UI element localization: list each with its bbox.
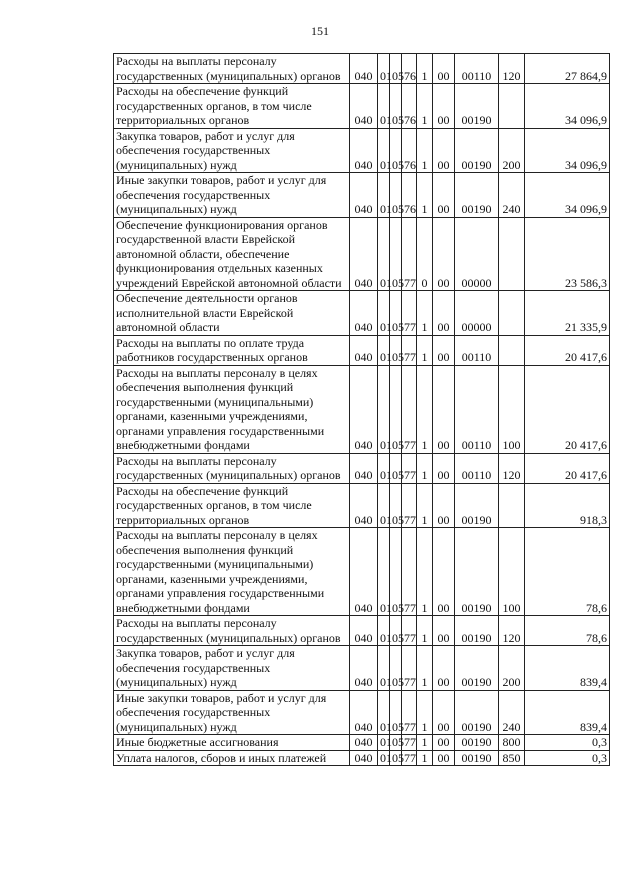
table-row (114, 84, 610, 129)
row-target-code-subprogram: 1 (417, 335, 433, 365)
row-target-code-program: 77 (402, 453, 417, 483)
row-subsection-code: 05 (390, 453, 402, 483)
table-row (114, 750, 610, 766)
row-section-code: 01 (378, 483, 390, 528)
row-target-code-direction: 00190 (455, 690, 499, 735)
row-target-code-subprogram: 1 (417, 365, 433, 453)
row-target-code-activity: 00 (433, 128, 455, 173)
row-target-code-direction: 00190 (455, 646, 499, 691)
row-admin-code: 040 (350, 217, 378, 291)
row-name: Закупка товаров, работ и услуг для обеспечения государственных (муниципальных) нужд (114, 646, 350, 691)
table-row (114, 690, 610, 735)
row-target-code-activity: 00 (433, 453, 455, 483)
row-amount: 20 417,6 (525, 453, 610, 483)
page-number: 151 (311, 24, 329, 38)
row-target-code-subprogram: 1 (417, 616, 433, 646)
row-subsection-code: 05 (390, 173, 402, 218)
row-admin-code: 040 (350, 335, 378, 365)
row-subsection-code: 05 (390, 750, 402, 766)
table-row (114, 365, 610, 453)
row-name: Расходы на выплаты персоналу в целях обеспечения выполнения функций государственными (муниципальными) органами, казенными учреждениями, органами управления государственными внебюджетными фондами (114, 528, 350, 616)
row-expense-type-code (499, 335, 525, 365)
table-row (114, 646, 610, 691)
row-expense-type-code: 850 (499, 750, 525, 766)
row-subsection-code: 05 (390, 128, 402, 173)
row-subsection-code: 05 (390, 365, 402, 453)
row-amount: 839,4 (525, 646, 610, 691)
row-section-code: 01 (378, 84, 390, 129)
row-target-code-program: 76 (402, 54, 417, 84)
row-expense-type-code (499, 217, 525, 291)
row-target-code-activity: 00 (433, 735, 455, 751)
table-row (114, 291, 610, 336)
row-name: Расходы на выплаты персоналу государственных (муниципальных) органов (114, 616, 350, 646)
row-target-code-activity: 00 (433, 335, 455, 365)
row-subsection-code: 05 (390, 54, 402, 84)
row-amount: 20 417,6 (525, 365, 610, 453)
row-target-code-direction: 00190 (455, 173, 499, 218)
row-amount: 20 417,6 (525, 335, 610, 365)
row-target-code-subprogram: 1 (417, 528, 433, 616)
row-section-code: 01 (378, 750, 390, 766)
row-target-code-program: 77 (402, 291, 417, 336)
row-target-code-program: 77 (402, 646, 417, 691)
row-admin-code: 040 (350, 690, 378, 735)
row-target-code-subprogram: 1 (417, 84, 433, 129)
row-target-code-direction: 00190 (455, 735, 499, 751)
table-row (114, 128, 610, 173)
row-target-code-subprogram: 1 (417, 291, 433, 336)
row-expense-type-code: 100 (499, 528, 525, 616)
table-row (114, 217, 610, 291)
row-section-code: 01 (378, 735, 390, 751)
row-admin-code: 040 (350, 735, 378, 751)
row-admin-code: 040 (350, 54, 378, 84)
row-target-code-program: 77 (402, 335, 417, 365)
row-name: Иные бюджетные ассигнования (114, 735, 350, 751)
row-expense-type-code: 100 (499, 365, 525, 453)
row-target-code-program: 77 (402, 217, 417, 291)
row-name: Расходы на обеспечение функций государственных органов, в том числе территориальных органов (114, 483, 350, 528)
row-section-code: 01 (378, 54, 390, 84)
row-admin-code: 040 (350, 528, 378, 616)
row-target-code-activity: 00 (433, 528, 455, 616)
row-name: Расходы на выплаты персоналу государственных (муниципальных) органов (114, 54, 350, 84)
row-name: Уплата налогов, сборов и иных платежей (114, 750, 350, 766)
row-admin-code: 040 (350, 291, 378, 336)
row-expense-type-code: 120 (499, 54, 525, 84)
row-subsection-code: 05 (390, 217, 402, 291)
table-row (114, 54, 610, 84)
row-name: Обеспечение функционирования органов государственной власти Еврейской автономной области, обеспечение функционирования отдельных казенных учреждений Еврейской автономной области (114, 217, 350, 291)
row-target-code-activity: 00 (433, 84, 455, 129)
row-admin-code: 040 (350, 453, 378, 483)
row-amount: 0,3 (525, 750, 610, 766)
row-amount: 78,6 (525, 528, 610, 616)
row-section-code: 01 (378, 291, 390, 336)
row-target-code-direction: 00190 (455, 616, 499, 646)
row-expense-type-code (499, 84, 525, 129)
row-expense-type-code: 120 (499, 616, 525, 646)
row-amount: 34 096,9 (525, 173, 610, 218)
row-target-code-program: 77 (402, 365, 417, 453)
row-target-code-program: 77 (402, 690, 417, 735)
row-name: Иные закупки товаров, работ и услуг для обеспечения государственных (муниципальных) нужд (114, 690, 350, 735)
row-admin-code: 040 (350, 646, 378, 691)
row-target-code-direction: 00190 (455, 128, 499, 173)
row-amount: 0,3 (525, 735, 610, 751)
row-section-code: 01 (378, 646, 390, 691)
table-row (114, 616, 610, 646)
row-section-code: 01 (378, 128, 390, 173)
row-target-code-subprogram: 1 (417, 750, 433, 766)
row-amount: 918,3 (525, 483, 610, 528)
row-target-code-subprogram: 1 (417, 483, 433, 528)
row-admin-code: 040 (350, 84, 378, 129)
row-expense-type-code: 120 (499, 453, 525, 483)
row-section-code: 01 (378, 616, 390, 646)
row-section-code: 01 (378, 173, 390, 218)
row-name: Расходы на обеспечение функций государственных органов, в том числе территориальных органов (114, 84, 350, 129)
row-target-code-subprogram: 1 (417, 735, 433, 751)
row-section-code: 01 (378, 528, 390, 616)
row-target-code-direction: 00190 (455, 750, 499, 766)
table-row (114, 483, 610, 528)
table-row (114, 453, 610, 483)
row-section-code: 01 (378, 217, 390, 291)
table-row (114, 735, 610, 751)
row-subsection-code: 05 (390, 646, 402, 691)
row-target-code-subprogram: 1 (417, 54, 433, 84)
row-expense-type-code: 240 (499, 173, 525, 218)
row-subsection-code: 05 (390, 483, 402, 528)
row-subsection-code: 05 (390, 291, 402, 336)
row-target-code-activity: 00 (433, 750, 455, 766)
row-target-code-direction: 00190 (455, 483, 499, 528)
row-target-code-subprogram: 1 (417, 173, 433, 218)
row-amount: 27 864,9 (525, 54, 610, 84)
row-expense-type-code: 200 (499, 646, 525, 691)
row-target-code-direction: 00110 (455, 54, 499, 84)
row-admin-code: 040 (350, 616, 378, 646)
table-row (114, 173, 610, 218)
row-target-code-direction: 00190 (455, 84, 499, 129)
row-target-code-program: 76 (402, 128, 417, 173)
budget-table (113, 53, 610, 766)
row-section-code: 01 (378, 453, 390, 483)
row-target-code-direction: 00190 (455, 528, 499, 616)
row-expense-type-code (499, 291, 525, 336)
row-subsection-code: 05 (390, 735, 402, 751)
row-target-code-direction: 00000 (455, 291, 499, 336)
row-target-code-activity: 00 (433, 483, 455, 528)
row-amount: 78,6 (525, 616, 610, 646)
row-admin-code: 040 (350, 483, 378, 528)
row-target-code-subprogram: 1 (417, 453, 433, 483)
row-name: Иные закупки товаров, работ и услуг для обеспечения государственных (муниципальных) нужд (114, 173, 350, 218)
row-admin-code: 040 (350, 128, 378, 173)
row-target-code-program: 76 (402, 173, 417, 218)
row-section-code: 01 (378, 365, 390, 453)
row-amount: 23 586,3 (525, 217, 610, 291)
row-amount: 21 335,9 (525, 291, 610, 336)
row-name: Расходы на выплаты по оплате труда работников государственных органов (114, 335, 350, 365)
row-target-code-activity: 00 (433, 54, 455, 84)
row-target-code-subprogram: 0 (417, 217, 433, 291)
row-expense-type-code: 800 (499, 735, 525, 751)
row-target-code-activity: 00 (433, 616, 455, 646)
row-target-code-direction: 00000 (455, 217, 499, 291)
row-name: Обеспечение деятельности органов исполнительной власти Еврейской автономной области (114, 291, 350, 336)
row-subsection-code: 05 (390, 528, 402, 616)
row-amount: 34 096,9 (525, 128, 610, 173)
row-target-code-direction: 00110 (455, 335, 499, 365)
row-section-code: 01 (378, 335, 390, 365)
row-target-code-subprogram: 1 (417, 690, 433, 735)
row-subsection-code: 05 (390, 84, 402, 129)
row-target-code-program: 77 (402, 616, 417, 646)
row-expense-type-code (499, 483, 525, 528)
row-target-code-program: 76 (402, 84, 417, 129)
table-row (114, 335, 610, 365)
row-subsection-code: 05 (390, 335, 402, 365)
row-target-code-direction: 00110 (455, 453, 499, 483)
row-name: Закупка товаров, работ и услуг для обеспечения государственных (муниципальных) нужд (114, 128, 350, 173)
row-target-code-program: 77 (402, 528, 417, 616)
row-target-code-activity: 00 (433, 217, 455, 291)
row-expense-type-code: 240 (499, 690, 525, 735)
row-admin-code: 040 (350, 365, 378, 453)
row-target-code-activity: 00 (433, 365, 455, 453)
table-body (114, 54, 610, 766)
row-target-code-direction: 00110 (455, 365, 499, 453)
row-target-code-activity: 00 (433, 690, 455, 735)
row-subsection-code: 05 (390, 616, 402, 646)
row-subsection-code: 05 (390, 690, 402, 735)
row-target-code-program: 77 (402, 750, 417, 766)
row-amount: 839,4 (525, 690, 610, 735)
table-row (114, 528, 610, 616)
row-target-code-subprogram: 1 (417, 128, 433, 173)
row-amount: 34 096,9 (525, 84, 610, 129)
row-expense-type-code: 200 (499, 128, 525, 173)
row-admin-code: 040 (350, 750, 378, 766)
row-target-code-activity: 00 (433, 646, 455, 691)
row-section-code: 01 (378, 690, 390, 735)
row-target-code-subprogram: 1 (417, 646, 433, 691)
row-name: Расходы на выплаты персоналу государственных (муниципальных) органов (114, 453, 350, 483)
row-target-code-activity: 00 (433, 173, 455, 218)
row-name: Расходы на выплаты персоналу в целях обеспечения выполнения функций государственными (муниципальными) органами, казенными учреждениями, органами управления государственными внебюджетными фондами (114, 365, 350, 453)
row-admin-code: 040 (350, 173, 378, 218)
row-target-code-program: 77 (402, 483, 417, 528)
row-target-code-program: 77 (402, 735, 417, 751)
row-target-code-activity: 00 (433, 291, 455, 336)
